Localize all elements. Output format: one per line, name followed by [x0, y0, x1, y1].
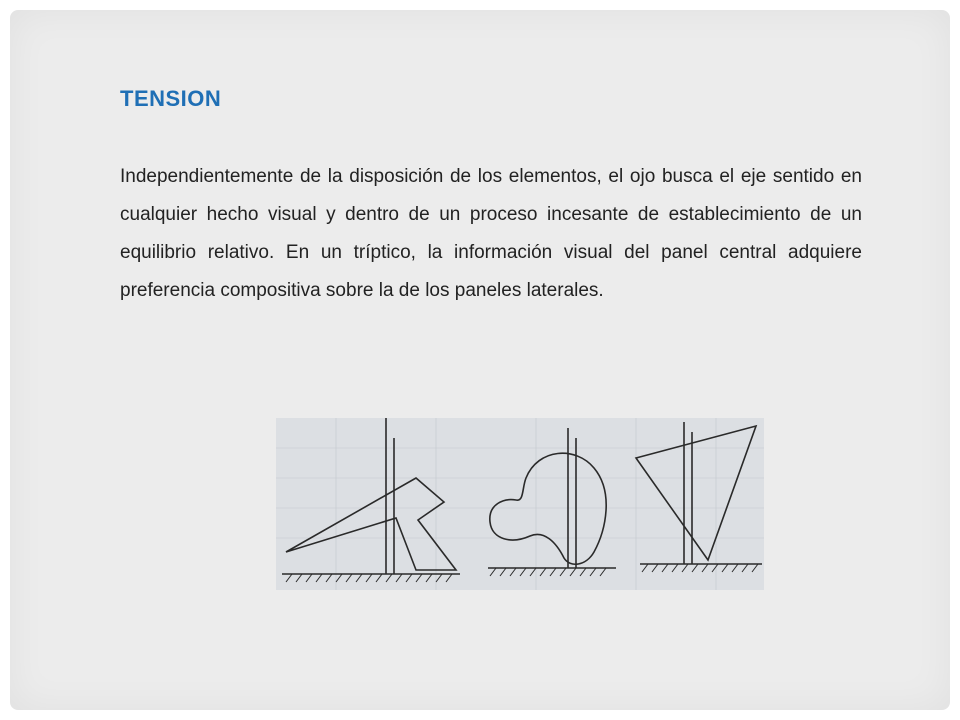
center-panel-shape — [488, 428, 616, 576]
slide-paragraph: Independientemente de la disposición de los elementos, el ojo busca el eje sentido en cualquier hecho visual y dentro de un proceso incesante de establecimiento de un equilibrio relativo. En un tríptico, la información visual del panel central adquiere preferencia compositiva sobre la de los paneles laterales. — [120, 166, 862, 301]
slide — [10, 10, 950, 710]
tension-triptych-illustration — [276, 418, 764, 590]
left-panel-shape — [282, 418, 460, 582]
slide-title: TENSION — [120, 86, 222, 111]
right-panel-shape — [636, 422, 762, 572]
triptych-drawing — [276, 418, 764, 590]
